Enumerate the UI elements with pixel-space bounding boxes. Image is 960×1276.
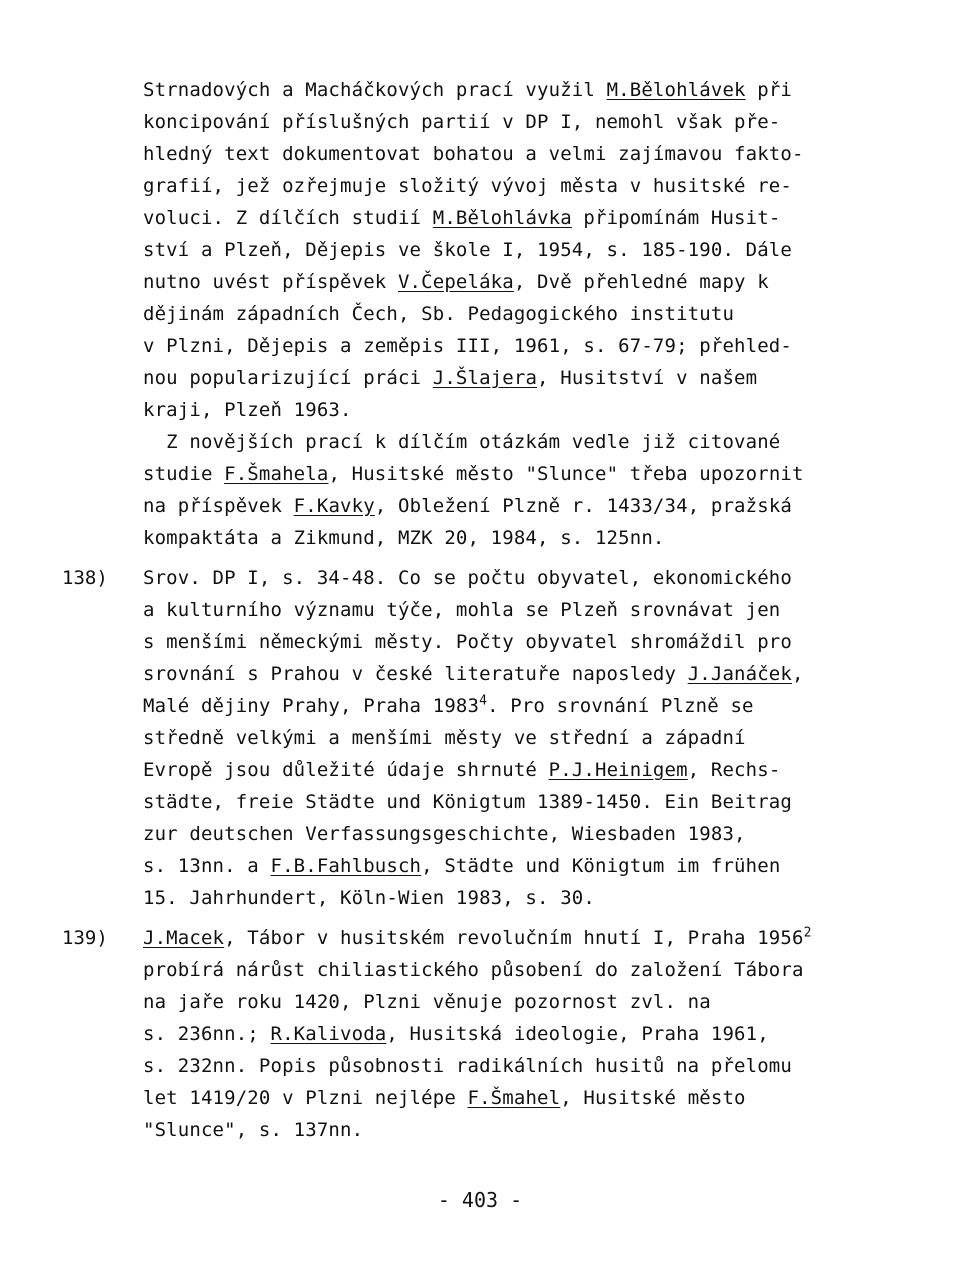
text-line: dějinám západních Čech, Sb. Pedagogického institutu [143,303,735,325]
text-line: voluci. Z dílčích studií M.Bělohlávka připomínám Husit- [143,207,781,229]
author-name: M.Bělohlávek [606,79,746,101]
text-line: grafií, jež ozřejmuje složitý vývoj města v husitské re- [143,175,792,197]
text-line: s. 236nn.; R.Kalivoda, Husitská ideologie, Praha 1961, [143,1023,769,1045]
text-line: "Slunce", s. 137nn. [143,1119,364,1141]
text-line: Malé dějiny Prahy, Praha 1983$^4$. Pro srovnání Plzně se [143,693,754,717]
author-name: P.J.Heinigem [548,759,688,781]
edition-superscript: 4 [479,693,488,709]
text-line: kraji, Plzeň 1963. [143,399,352,421]
author-name: J.Janáček [687,663,792,685]
text-line: na jaře roku 1420, Plzni věnuje pozornost zvl. na [143,991,711,1013]
text-line: kompaktáta a Zikmund, MZK 20, 1984, s. 125nn. [143,527,665,549]
text-line: hledný text dokumentovat bohatou a velmi zajímavou fakto- [143,143,804,165]
text-line: let 1419/20 v Plzni nejlépe F.Šmahel, Husitské město [143,1087,746,1109]
text-line: s. 232nn. Popis působnosti radikálních husitů na přelomu [143,1055,792,1077]
text-line: v Plzni, Dějepis a zeměpis III, 1961, s. 67-79; přehled- [143,335,792,357]
text-line: s menšími německými městy. Počty obyvatel shromáždil pro [143,631,792,653]
author-name: V.Čepeláka [397,271,514,293]
author-name: J.Macek [143,927,225,949]
footnote-number: 138) [62,567,108,589]
text-line: nou popularizující práci J.Šlajera, Husitství v našem [143,367,758,389]
text-line: Z novějších prací k dílčím otázkám vedle již citované [143,431,781,453]
text-line: Evropě jsou důležité údaje shrnuté P.J.Heinigem, Rechs- [143,759,781,781]
author-name: F.B.Fahlbusch [270,855,422,877]
text-line: koncipování příslušných partií v DP I, nemohl však pře- [143,111,781,133]
text-line: zur deutschen Verfassungsgeschichte, Wiesbaden 1983, [143,823,746,845]
footnote-number: 139) [62,927,108,949]
text-line: 15. Jahrhundert, Köln-Wien 1983, s. 30. [143,887,595,909]
text-line: s. 13nn. a F.B.Fahlbusch, Städte und Königtum im frühen [143,855,781,877]
text-line: ství a Plzeň, Dějepis ve škole I, 1954, s. 185-190. Dále [143,239,792,261]
author-name: F.Šmahel [467,1087,561,1109]
text-line: städte, freie Städte und Königtum 1389-1450. Ein Beitrag [143,791,792,813]
author-name: R.Kalivoda [270,1023,387,1045]
text-line: středně velkými a menšími městy ve střední a západní [143,727,746,749]
text-line: Srov. DP I, s. 34-48. Co se počtu obyvatel, ekonomického [143,567,792,589]
text-line: nutno uvést příspěvek V.Čepeláka, Dvě přehledné mapy k [143,271,769,293]
edition-superscript: 2 [803,925,812,941]
text-line: a kulturního významu týče, mohla se Plzeň srovnávat jen [143,599,781,621]
author-name: M.Bělohlávka [432,207,572,229]
author-name: F.Kavky [293,495,375,517]
author-name: F.Šmahela [224,463,329,485]
text-line: Strnadových a Macháčkových prací využil M.Bělohlávek při [143,79,792,101]
text-line: na příspěvek F.Kavky, Obležení Plzně r. 1433/34, pražská [143,495,792,517]
text-line: J.Macek, Tábor v husitském revolučním hnutí I, Praha 1956$^2$ [143,925,812,949]
author-name: J.Šlajera [432,367,538,389]
text-line: srovnání s Prahou v české literatuře naposledy J.Janáček, [143,663,804,685]
text-line: probírá nárůst chiliastického působení do založení Tábora [143,959,804,981]
text-line: studie F.Šmahela, Husitské město "Slunce" třeba upozornit [143,463,804,485]
page-number: - 403 - [437,1188,523,1212]
